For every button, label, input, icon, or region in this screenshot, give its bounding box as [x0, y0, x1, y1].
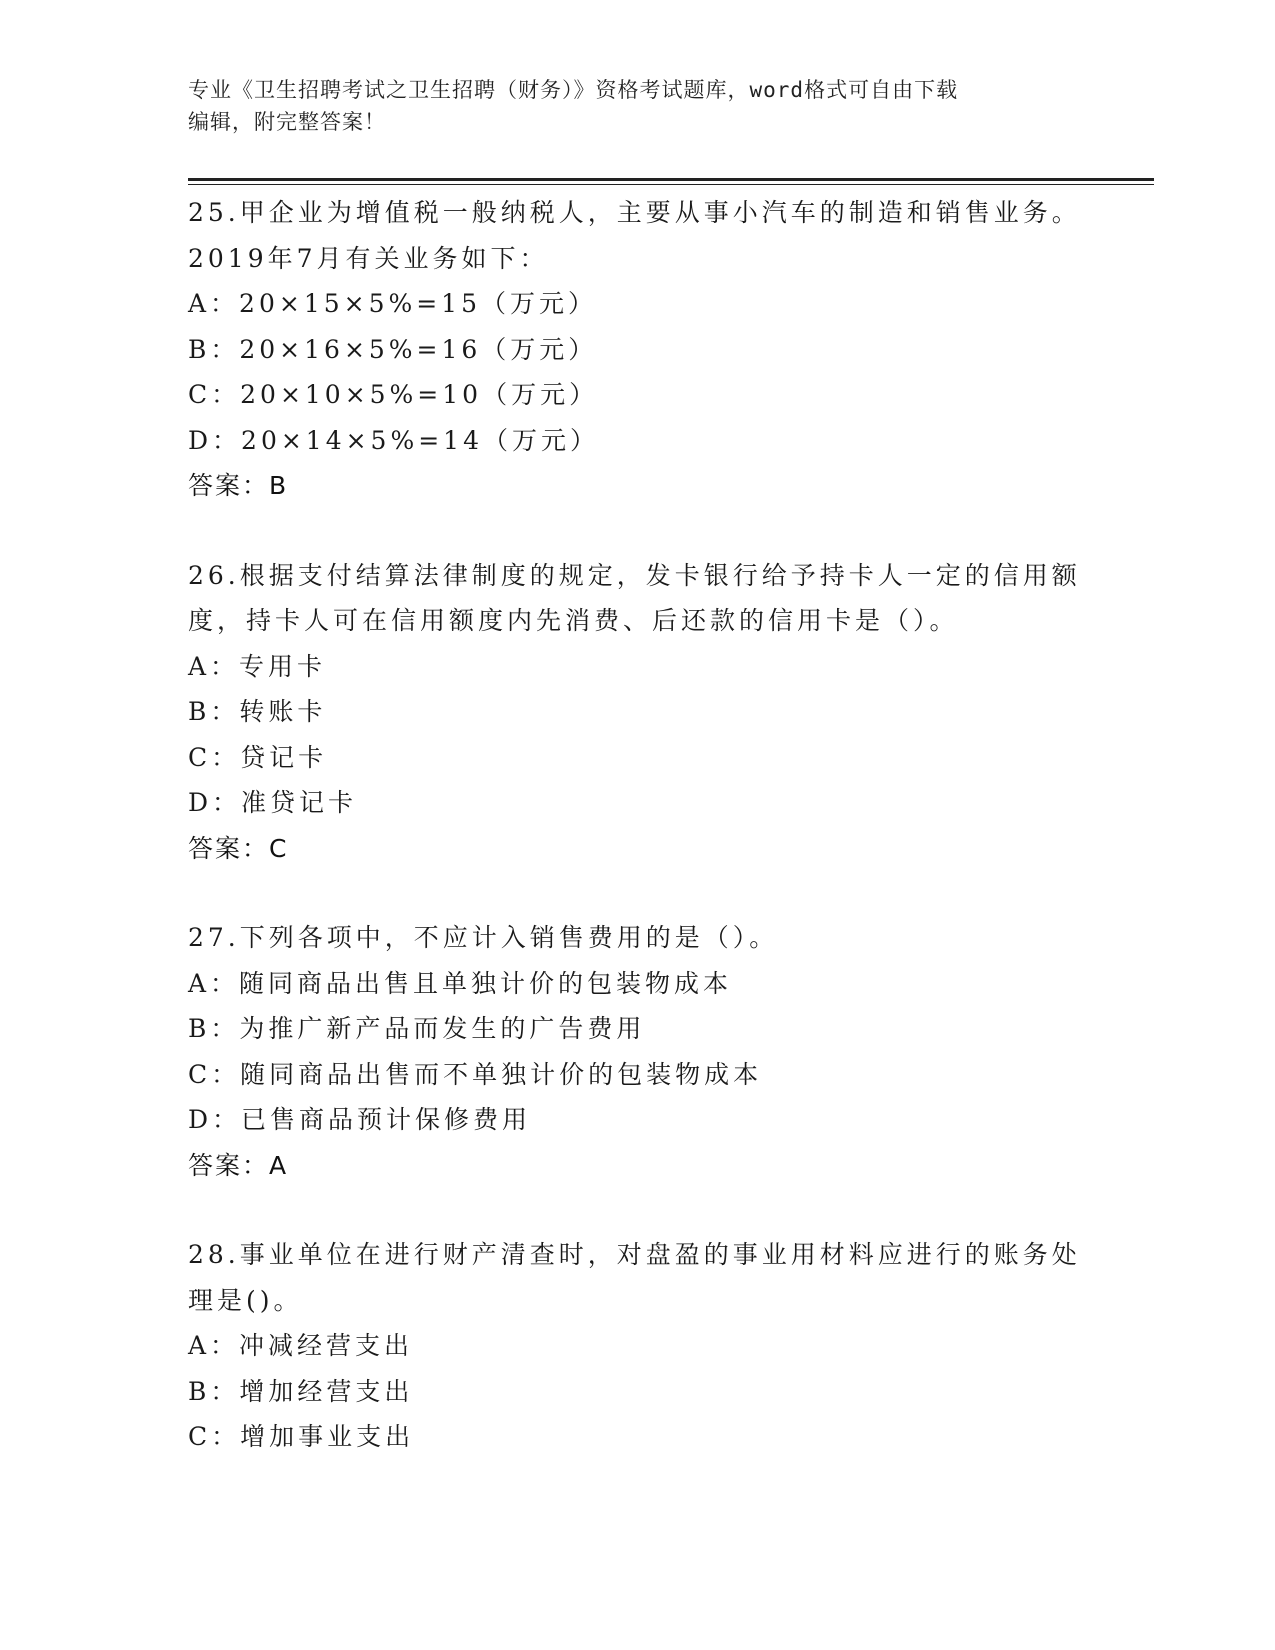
answer-text: 答案：C: [188, 833, 289, 863]
question-list: [188, 190, 1108, 1504]
option-d: D：已售商品预计保修费用: [188, 1105, 532, 1134]
question-28: [188, 1232, 1108, 1460]
question-stem-line: 28.事业单位在进行财产清查时，对盘盈的事业用材料应进行的账务处: [188, 1240, 1081, 1269]
option-c: C：20×10×5%=10（万元）: [188, 380, 599, 409]
header-line-1: 专业《卫生招聘考试之卫生招聘（财务）》资格考试题库，word格式可自由下载: [188, 78, 959, 102]
question-25: [188, 190, 1108, 509]
option-a: A：随同商品出售且单独计价的包装物成本: [188, 968, 733, 998]
header-line-2: 编辑，附完整答案！: [188, 110, 386, 134]
option-b: B：20×16×5%=16（万元）: [188, 334, 598, 364]
header-divider-thin: [188, 184, 1154, 185]
option-b: B：增加经营支出: [188, 1376, 414, 1406]
option-b: B：为推广新产品而发生的广告费用: [188, 1014, 646, 1043]
option-c: C：贷记卡: [188, 742, 328, 772]
option-c: C：随同商品出售而不单独计价的包装物成本: [188, 1059, 763, 1089]
option-c: C：增加事业支出: [188, 1422, 415, 1451]
question-stem-line: 度，持卡人可在信用额度内先消费、后还款的信用卡是（）。: [188, 606, 959, 635]
question-stem-line: 2019年7月有关业务如下：: [188, 243, 549, 273]
question-27: [188, 915, 1108, 1188]
question-26: [188, 553, 1108, 872]
option-d: D：准贷记卡: [188, 788, 358, 817]
option-d: D：20×14×5%=14（万元）: [188, 425, 599, 455]
option-a: A：专用卡: [188, 651, 327, 681]
question-stem-line: 理是()。: [188, 1285, 303, 1315]
question-stem-line: 26.根据支付结算法律制度的规定，发卡银行给予持卡人一定的信用额: [188, 560, 1081, 590]
option-b: B：转账卡: [188, 697, 327, 726]
answer-text: 答案：A: [188, 1150, 289, 1180]
header-divider-thick: [188, 178, 1154, 181]
option-a: A：冲减经营支出: [188, 1331, 414, 1360]
document-header-note: [188, 74, 1088, 138]
option-a: A：20×15×5%=15（万元）: [188, 289, 597, 318]
question-stem-line: 27.下列各项中，不应计入销售费用的是（）。: [188, 923, 779, 952]
answer-text: 答案：B: [188, 471, 289, 500]
question-stem-line: 25.甲企业为增值税一般纳税人，主要从事小汽车的制造和销售业务。: [188, 198, 1081, 227]
